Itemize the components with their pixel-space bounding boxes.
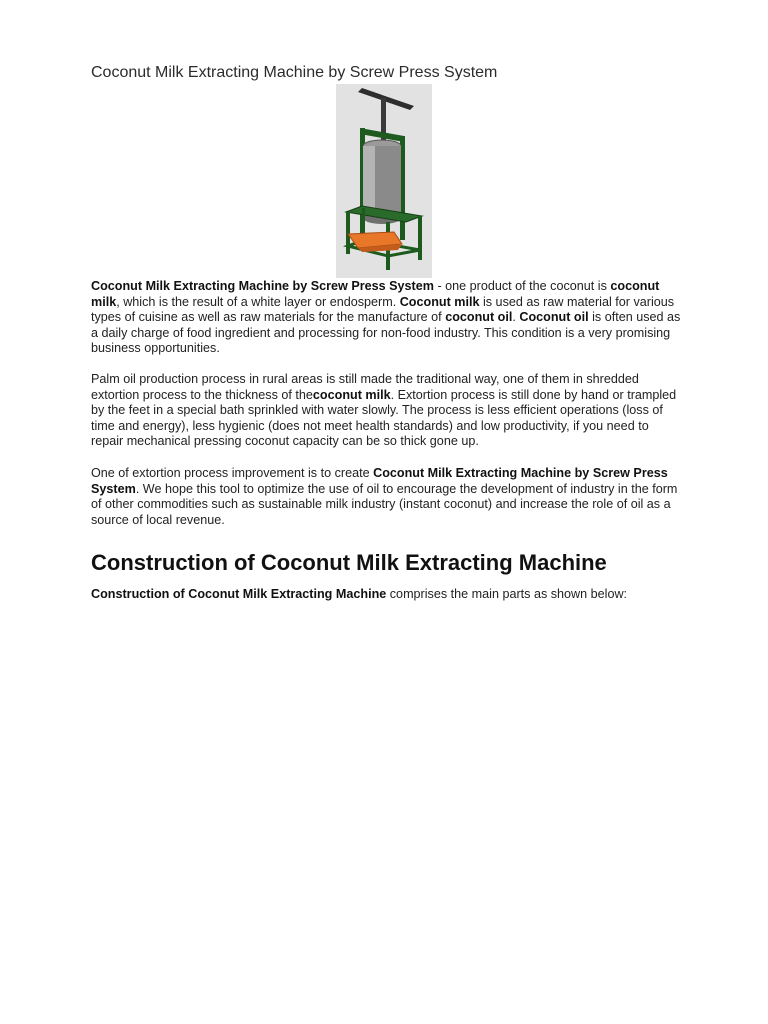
screw-press-machine-illustration — [336, 84, 432, 278]
emphasized-term: coconut milk — [312, 387, 391, 402]
text-run: - one product of the coconut is — [433, 279, 611, 293]
document-title: Coconut Milk Extracting Machine by Screw Press System — [91, 64, 498, 81]
improvement-paragraph — [91, 466, 681, 528]
emphasized-term: Coconut oil — [519, 310, 589, 325]
emphasized-term: coconut milk — [91, 279, 660, 309]
text-run: . — [512, 310, 520, 325]
emphasized-term: Coconut milk — [399, 294, 480, 309]
text-run: is used as raw material for various types of cuisine as well as raw materials for the manufacture of — [91, 294, 675, 325]
emphasized-term: Coconut Milk Extracting Machine by Screw Press System — [91, 466, 668, 496]
text-run: Palm oil production process in rural areas is still made the traditional way, one of them in shredded extortion process to the thickness of the — [91, 372, 639, 402]
text-run: . We hope this tool to optimize the use of oil to encourage the development of industry in the form of other commodities such as sustainable milk industry (instant coconut) and increase the role of oil as a source of local revenue. — [91, 481, 678, 527]
emphasized-term: Coconut Milk Extracting Machine by Screw Press System — [91, 279, 434, 293]
section-heading: Construction of Coconut Milk Extracting Machine — [91, 550, 607, 575]
construction-intro-paragraph — [91, 587, 681, 603]
text-run: is often used as a daily charge of food ingredient and processing for non-food industry. This condition is a very promising business opportunities. — [91, 310, 681, 356]
text-run: One of extortion process improvement is to create — [91, 466, 374, 480]
text-run: comprises the main parts as shown below: — [386, 587, 628, 601]
intro-paragraph — [91, 279, 681, 357]
emphasized-term: Construction of Coconut Milk Extracting Machine — [91, 587, 387, 601]
traditional-process-paragraph — [91, 372, 681, 450]
text-run: , which is the result of a white layer or endosperm. — [116, 294, 400, 309]
text-run: . Extortion process is still done by hand or trampled by the feet in a special bath sprinkled with water slowly. The process is less efficient operations (loss of time and energy), less hygienic (does not meet health standards) and low productivity, if you need to repair mechanical pressing coconut capacity can be so thick gone up. — [91, 387, 677, 449]
emphasized-term: coconut oil — [445, 310, 513, 325]
